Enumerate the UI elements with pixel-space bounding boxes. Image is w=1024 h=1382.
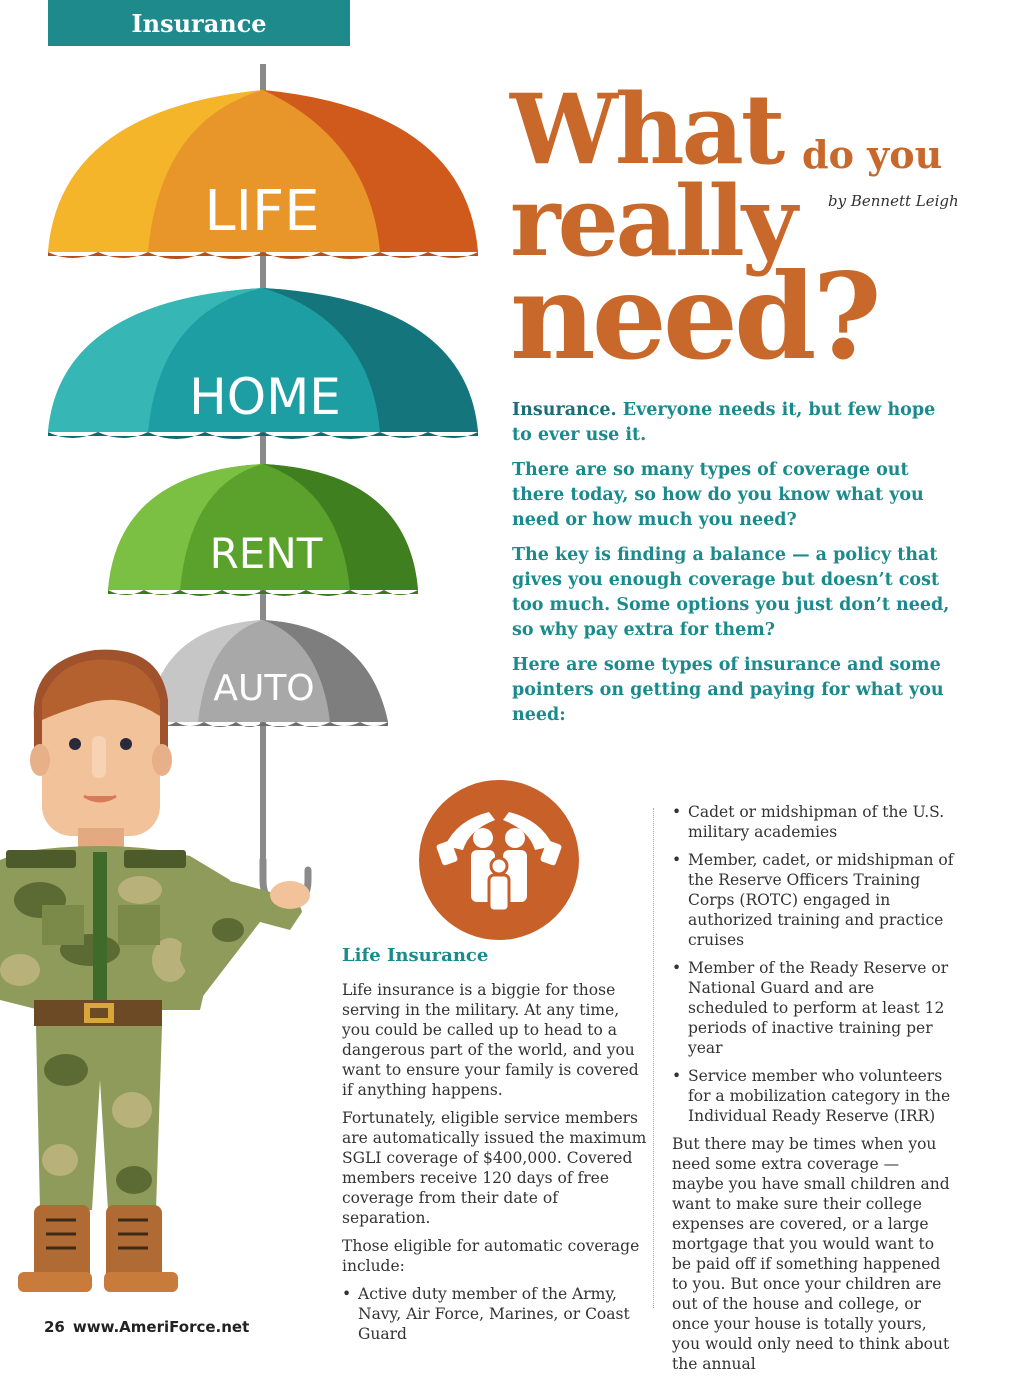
intro-paragraph-1 <box>512 398 952 448</box>
headline-do-you: do you <box>802 132 943 177</box>
life-insurance-paragraph-3: Those eligible for automatic coverage include: <box>342 1237 640 1275</box>
family-protection-icon <box>419 780 579 940</box>
list-item: • Member of the Ready Reserve or National Guard and are scheduled to perform at least 12 periods of inactive training per year <box>672 958 954 1058</box>
headline-what: What <box>510 73 783 186</box>
life-insurance-paragraph-2: Fortunately, eligible service members are automatically issued the maximum SGLI coverage of $400,000. Covered members receive 120 days of free coverage from their date of separation. <box>342 1109 647 1227</box>
list-item: • Member, cadet, or midshipman of the Reserve Officers Training Corps (ROTC) engaged in authorized training and practice cruises <box>672 850 954 950</box>
rent-umbrella-label: RENT <box>209 529 323 578</box>
list-item: • Active duty member of the Army, Navy, Air Force, Marines, or Coast Guard <box>342 1284 648 1344</box>
list-item: • Service member who volunteers for a mobilization category in the Individual Ready Reserve (IRR) <box>672 1066 954 1126</box>
intro-lead: Insurance. <box>512 400 617 420</box>
intro-paragraph-2: There are so many types of coverage out there today, so how do you know what you need or how much you need? <box>512 460 924 530</box>
intro-paragraph-4: Here are some types of insurance and some pointers on getting and paying for what you need: <box>512 655 944 725</box>
intro-p1-rest: Everyone needs it, but few hope to ever use it. <box>512 400 936 445</box>
headline-really: really <box>510 165 795 278</box>
byline: by Bennett Leigh <box>828 192 959 210</box>
home-umbrella-label: HOME <box>189 368 341 426</box>
auto-umbrella-label: AUTO <box>213 668 315 709</box>
life-insurance-column-right <box>672 802 954 1382</box>
page-number: 26 <box>44 1318 65 1336</box>
life-umbrella-label: LIFE <box>204 179 320 244</box>
life-insurance-column-left <box>342 944 648 1352</box>
life-insurance-paragraph-4: But there may be times when you need some extra coverage — maybe you have small children and want to make sure their college expenses are covered, or a large mortgage that you would want to be paid off if something happened to you. But once your children are out of the house and college, or once your house is totally yours, you would only need to think about the annual <box>672 1135 950 1373</box>
life-insurance-paragraph-1: Life insurance is a biggie for those serving in the military. At any time, you could be called up to head to a dangerous part of the world, and you want to ensure your family is covered if anything happens. <box>342 981 639 1099</box>
intro-text <box>512 398 952 738</box>
intro-paragraph-3: The key is finding a balance — a policy that gives you enough coverage but doesn’t cost too much. Some options you just don’t need, so why pay extra for them? <box>512 545 950 640</box>
page-footer <box>44 1318 249 1336</box>
list-item: • Cadet or midshipman of the U.S. military academies <box>672 802 954 842</box>
column-divider <box>653 808 654 1308</box>
life-insurance-heading: Life Insurance <box>342 945 489 966</box>
eligibility-list-right <box>672 802 954 1126</box>
eligibility-list-left <box>342 1284 648 1344</box>
footer-site-link[interactable]: www.AmeriForce.net <box>72 1318 250 1336</box>
headline-need: need? <box>510 247 878 386</box>
section-tab: Insurance <box>48 0 350 46</box>
